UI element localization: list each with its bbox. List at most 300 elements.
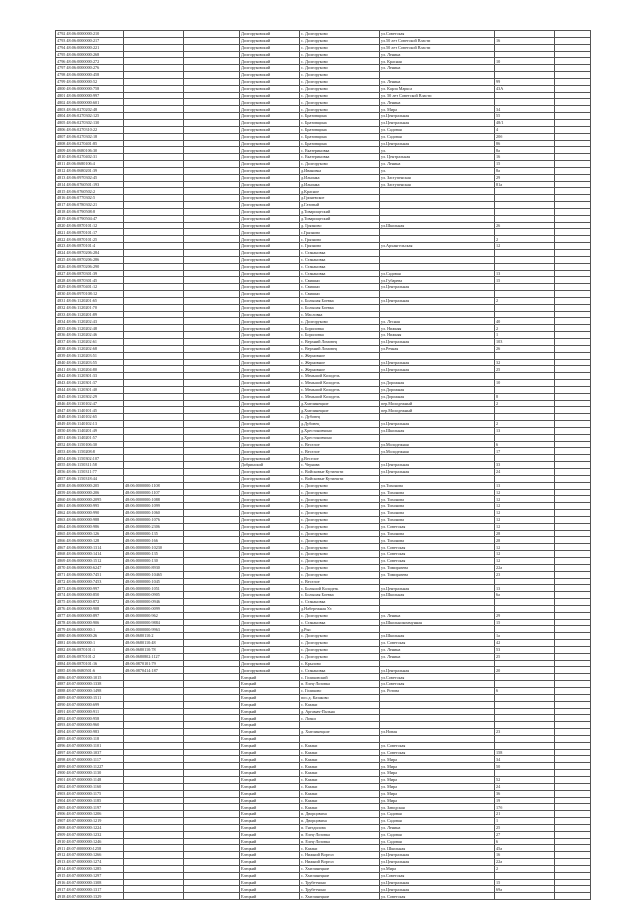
settlement-cell: с. Жерновное xyxy=(300,366,380,373)
cadastral-number: 48:06:0000000:1314 xyxy=(66,544,102,550)
row-number-cadastral-cell xyxy=(56,270,124,277)
cadastral-number-2-cell xyxy=(124,872,184,879)
cadastral-number-2-cell xyxy=(124,688,184,695)
table-row xyxy=(56,592,591,599)
row-number: 4870 xyxy=(57,565,66,571)
table-row xyxy=(56,222,591,229)
street-cell: ул.Центральная xyxy=(380,338,495,345)
empty-column-cell xyxy=(184,742,240,749)
row-number: 4865 xyxy=(57,530,66,536)
cadastral-number: 48:07:0000000:1185 xyxy=(66,797,102,803)
empty-column-cell xyxy=(184,51,240,58)
house-number-cell xyxy=(495,386,555,393)
house-number-cell xyxy=(495,681,555,688)
cadastral-number-2-cell xyxy=(124,393,184,400)
table-row xyxy=(56,783,591,790)
row-number-cadastral-cell xyxy=(56,510,124,517)
table-row xyxy=(56,441,591,448)
district-cell: Долгоруковский xyxy=(240,304,300,311)
table-row xyxy=(56,352,591,359)
row-number: 4813 xyxy=(57,174,66,180)
cadastral-number-2-cell xyxy=(124,407,184,414)
table-row xyxy=(56,215,591,222)
street-cell: ул. Советская xyxy=(380,640,495,647)
extra-cell xyxy=(555,291,591,298)
row-number-cadastral-cell xyxy=(56,154,124,161)
extra-cell xyxy=(555,797,591,804)
settlement-cell: с. Братовщина xyxy=(300,126,380,133)
extra-cell xyxy=(555,338,591,345)
empty-column-cell xyxy=(184,790,240,797)
street-cell: ул. Ленина xyxy=(380,51,495,58)
settlement-cell: с. Долгоруково xyxy=(300,92,380,99)
empty-column-cell xyxy=(184,263,240,270)
street-cell: ул. Советская xyxy=(380,749,495,756)
cadastral-number: 48:06:0000000:1 xyxy=(66,626,96,632)
row-number: 4797 xyxy=(57,65,66,71)
empty-column-cell xyxy=(184,640,240,647)
street-cell xyxy=(380,660,495,667)
row-number-cadastral-cell xyxy=(56,790,124,797)
row-number-cadastral-cell xyxy=(56,599,124,606)
street-cell: ул. 50 лет Советской Власти xyxy=(380,92,495,99)
empty-column-cell xyxy=(184,783,240,790)
district-cell: Долгоруковский xyxy=(240,113,300,120)
street-cell: ул. xyxy=(380,147,495,154)
row-number: 4801 xyxy=(57,92,66,98)
table-row xyxy=(56,37,591,44)
district-cell: Долгоруковский xyxy=(240,31,300,38)
cadastral-number: 48:06:0000000:206 xyxy=(66,489,100,495)
table-row xyxy=(56,140,591,147)
empty-column-cell xyxy=(184,879,240,886)
table-row xyxy=(56,359,591,366)
row-number: 4816 xyxy=(57,195,66,201)
cadastral-number: 48:06:0000000:52 xyxy=(66,79,98,85)
street-cell: ул. Ленина xyxy=(380,653,495,660)
cadastral-number: 48:07:0000000:1160 xyxy=(66,784,102,790)
cadastral-number: 48:07:0000000:1338 xyxy=(66,681,102,687)
row-number: 4808 xyxy=(57,140,66,146)
house-number-cell: 12 xyxy=(495,516,555,523)
settlement-cell: с. Казаки xyxy=(300,776,380,783)
empty-column-cell xyxy=(184,161,240,168)
cadastral-number: 48:07:0000000:1274 xyxy=(66,859,102,865)
settlement-cell: с. Долгоруково xyxy=(300,633,380,640)
empty-column-cell xyxy=(184,270,240,277)
cadastral-number-2-cell xyxy=(124,85,184,92)
extra-cell xyxy=(555,571,591,578)
district-cell: Долгоруковский xyxy=(240,359,300,366)
district-cell: Долгоруковский xyxy=(240,516,300,523)
extra-cell xyxy=(555,37,591,44)
district-cell: Долгоруковский xyxy=(240,557,300,564)
district-cell: Долгоруковский xyxy=(240,421,300,428)
cadastral-number-2-cell xyxy=(124,202,184,209)
row-number: 4803 xyxy=(57,106,66,112)
cadastral-number: 48:06:1120203:51 xyxy=(66,352,97,358)
cadastral-number: 48:06:1120202:43 xyxy=(66,318,97,324)
street-cell: ул. Ленина xyxy=(380,65,495,72)
cadastral-number: 48:07:0000000:958 xyxy=(66,715,100,721)
cadastral-number: 48:06:0000000:872 xyxy=(66,599,100,605)
district-cell: Долгоруковский xyxy=(240,133,300,140)
settlement-cell: д.Гатовый xyxy=(300,202,380,209)
district-cell: Долгоруковский xyxy=(240,407,300,414)
empty-column-cell xyxy=(184,304,240,311)
cadastral-number: 48:06:0780302:21 xyxy=(66,202,98,208)
empty-column-cell xyxy=(184,37,240,44)
district-cell: Долгоруковский xyxy=(240,537,300,544)
row-number-cadastral-cell xyxy=(56,653,124,660)
table-row xyxy=(56,537,591,544)
empty-column-cell xyxy=(184,530,240,537)
house-number-cell xyxy=(495,708,555,715)
house-number-cell: 12 xyxy=(495,523,555,530)
table-row xyxy=(56,202,591,209)
cadastral-number: 48:07:0000000:1219 xyxy=(66,818,102,824)
empty-column-cell xyxy=(184,599,240,606)
extra-cell xyxy=(555,222,591,229)
settlement-cell: с. Долгоруково xyxy=(300,551,380,558)
empty-column-cell xyxy=(184,332,240,339)
row-number: 4836 xyxy=(57,332,66,338)
district-cell: Долгоруковский xyxy=(240,338,300,345)
cadastral-number-2-cell: 48:06:0000000:0099 xyxy=(124,605,184,612)
settlement-cell: д.Хмелинецкие xyxy=(300,400,380,407)
settlement-cell: д. Грязново xyxy=(300,222,380,229)
house-number-cell: 16 xyxy=(495,852,555,859)
empty-column-cell xyxy=(184,297,240,304)
street-cell xyxy=(380,434,495,441)
settlement-cell: с. Верхний Ломовец xyxy=(300,338,380,345)
district-cell: Долгоруковский xyxy=(240,427,300,434)
table-row xyxy=(56,126,591,133)
row-number: 4917 xyxy=(57,886,66,892)
district-cell: Елецкий xyxy=(240,742,300,749)
cadastral-number: 48:06:1140102:13 xyxy=(66,421,97,427)
table-row xyxy=(56,366,591,373)
table-row xyxy=(56,503,591,510)
row-number-cadastral-cell xyxy=(56,359,124,366)
empty-column-cell xyxy=(184,694,240,701)
district-cell: Елецкий xyxy=(240,770,300,777)
extra-cell xyxy=(555,119,591,126)
house-number-cell xyxy=(495,715,555,722)
extra-cell xyxy=(555,133,591,140)
cadastral-number: 48:07:0000000:1317 xyxy=(66,886,102,892)
cadastral-number-2-cell xyxy=(124,831,184,838)
cadastral-number-2-cell xyxy=(124,852,184,859)
row-number: 4844 xyxy=(57,387,66,393)
row-number-cadastral-cell xyxy=(56,619,124,626)
extra-cell xyxy=(555,667,591,674)
street-cell: ул.Губарева xyxy=(380,277,495,284)
district-cell: Елецкий xyxy=(240,694,300,701)
settlement-cell: с. Меньшой Колодезь xyxy=(300,373,380,380)
row-number: 4903 xyxy=(57,790,66,796)
extra-cell xyxy=(555,297,591,304)
extra-cell xyxy=(555,167,591,174)
row-number-cadastral-cell xyxy=(56,400,124,407)
row-number-cadastral-cell xyxy=(56,147,124,154)
cadastral-number: 48:07:0000000:1498 xyxy=(66,688,102,694)
cadastral-number-2-cell: 48:06:0000000:0905 xyxy=(124,592,184,599)
cadastral-number-2-cell xyxy=(124,188,184,195)
extra-cell xyxy=(555,633,591,640)
table-row xyxy=(56,154,591,161)
empty-column-cell xyxy=(184,414,240,421)
row-number-cadastral-cell xyxy=(56,58,124,65)
cadastral-number: 48:06:0870101:17 xyxy=(66,229,98,235)
cadastral-number-2-cell xyxy=(124,106,184,113)
extra-cell xyxy=(555,161,591,168)
table-row xyxy=(56,167,591,174)
row-number-cadastral-cell xyxy=(56,113,124,120)
extra-cell xyxy=(555,824,591,831)
settlement-cell: с. Казаки xyxy=(300,804,380,811)
empty-column-cell xyxy=(184,674,240,681)
row-number: 4899 xyxy=(57,763,66,769)
street-cell: ул.Дорожная xyxy=(380,393,495,400)
district-cell: Елецкий xyxy=(240,756,300,763)
empty-column-cell xyxy=(184,852,240,859)
cadastral-number-2-cell xyxy=(124,893,184,900)
row-number: 4881 xyxy=(57,640,66,646)
settlement-cell: п. Дворцовиха xyxy=(300,818,380,825)
extra-cell xyxy=(555,749,591,756)
cadastral-number-2-cell xyxy=(124,783,184,790)
cadastral-number-2-cell xyxy=(124,763,184,770)
extra-cell xyxy=(555,154,591,161)
cadastral-number-2-cell xyxy=(124,147,184,154)
table-row xyxy=(56,585,591,592)
cadastral-number: 48:06:1120203:55 xyxy=(66,359,97,365)
row-number: 4838 xyxy=(57,346,66,352)
street-cell xyxy=(380,263,495,270)
house-number-cell: 28 xyxy=(495,537,555,544)
table-row xyxy=(56,516,591,523)
street-cell xyxy=(380,475,495,482)
row-number-cadastral-cell xyxy=(56,325,124,332)
settlement-cell: с. Долгоруково xyxy=(300,646,380,653)
cadastral-number: 48:07:0000000:1037 xyxy=(66,749,102,755)
district-cell: Елецкий xyxy=(240,865,300,872)
table-row xyxy=(56,838,591,845)
empty-column-cell xyxy=(184,824,240,831)
cadastral-number-2-cell xyxy=(124,400,184,407)
row-number-cadastral-cell xyxy=(56,872,124,879)
row-number: 4841 xyxy=(57,366,66,372)
street-cell xyxy=(380,72,495,79)
extra-cell xyxy=(555,640,591,647)
house-number-cell: 69а xyxy=(495,886,555,893)
settlement-cell xyxy=(300,735,380,742)
table-row xyxy=(56,421,591,428)
extra-cell xyxy=(555,859,591,866)
extra-cell xyxy=(555,838,591,845)
cadastral-number: 48:06:0680106:4 xyxy=(66,161,95,167)
settlement-cell: с. Большая Боевка xyxy=(300,304,380,311)
district-cell: Долгоруковский xyxy=(240,126,300,133)
table-row xyxy=(56,65,591,72)
row-number: 4916 xyxy=(57,879,66,885)
empty-column-cell xyxy=(184,619,240,626)
row-number: 4912 xyxy=(57,852,66,858)
empty-column-cell xyxy=(184,188,240,195)
cadastral-number-2-cell xyxy=(124,811,184,818)
house-number-cell: 53 xyxy=(495,646,555,653)
extra-cell xyxy=(555,469,591,476)
cadastral-number: 48:06:0000000:210 xyxy=(66,31,100,37)
cadastral-number-2-cell: 48:06:0000000:2306 xyxy=(124,523,184,530)
row-number-cadastral-cell xyxy=(56,503,124,510)
cadastral-number-2-cell xyxy=(124,845,184,852)
cadastral-number: 48:06:0680106:30 xyxy=(66,147,98,153)
house-number-cell: 29 xyxy=(495,612,555,619)
row-number-cadastral-cell xyxy=(56,811,124,818)
cadastral-number-2-cell xyxy=(124,380,184,387)
settlement-cell: с. Долгоруково xyxy=(300,51,380,58)
empty-column-cell xyxy=(184,386,240,393)
extra-cell xyxy=(555,352,591,359)
house-number-cell: 12 xyxy=(495,544,555,551)
table-row xyxy=(56,749,591,756)
empty-column-cell xyxy=(184,311,240,318)
cadastral-number-2-cell xyxy=(124,469,184,476)
house-number-cell: 55 xyxy=(495,113,555,120)
house-number-cell xyxy=(495,188,555,195)
district-cell: Долгоруковский xyxy=(240,605,300,612)
settlement-cell: с. Трубетчино xyxy=(300,886,380,893)
cadastral-number: 48:06:0000000:272 xyxy=(66,58,100,64)
row-number: 4822 xyxy=(57,236,66,242)
cadastral-number: 48:06:1120201:65 xyxy=(66,298,97,304)
district-cell: Долгоруковский xyxy=(240,332,300,339)
cadastral-number-2-cell xyxy=(124,291,184,298)
row-number: 4860 xyxy=(57,496,66,502)
table-row xyxy=(56,564,591,571)
row-number-cadastral-cell xyxy=(56,455,124,462)
row-number-cadastral-cell xyxy=(56,838,124,845)
empty-column-cell xyxy=(184,256,240,263)
table-row xyxy=(56,482,591,489)
cadastral-number: 48:06:1150208:8 xyxy=(66,448,95,454)
extra-cell xyxy=(555,783,591,790)
row-number-cadastral-cell xyxy=(56,715,124,722)
row-number: 4818 xyxy=(57,209,66,215)
extra-cell xyxy=(555,530,591,537)
empty-column-cell xyxy=(184,797,240,804)
extra-cell xyxy=(555,72,591,79)
table-row xyxy=(56,605,591,612)
empty-column-cell xyxy=(184,400,240,407)
row-number: 4795 xyxy=(57,51,66,57)
table-row xyxy=(56,475,591,482)
cadastral-number: 48:06:1150106:30 xyxy=(66,441,97,447)
settlement-cell: с. Казаки xyxy=(300,756,380,763)
house-number-cell: 42 xyxy=(495,640,555,647)
extra-cell xyxy=(555,455,591,462)
table-row xyxy=(56,291,591,298)
cadastral-number: 48:07:0000000:1148 xyxy=(66,777,102,783)
district-cell: Долгоруковский xyxy=(240,297,300,304)
row-number-cadastral-cell xyxy=(56,318,124,325)
cadastral-number-2-cell xyxy=(124,701,184,708)
row-number-cadastral-cell xyxy=(56,681,124,688)
table-row xyxy=(56,133,591,140)
cadastral-number: 48:06:0680201:39 xyxy=(66,168,98,174)
row-number-cadastral-cell xyxy=(56,544,124,551)
row-number-cadastral-cell xyxy=(56,229,124,236)
district-cell: Долгоруковский xyxy=(240,44,300,51)
cadastral-number: 48:06:1130102:47 xyxy=(66,400,97,406)
district-cell: Долгоруковский xyxy=(240,311,300,318)
settlement-cell: с. Казаки xyxy=(300,763,380,770)
row-number-cadastral-cell xyxy=(56,708,124,715)
house-number-cell xyxy=(495,195,555,202)
cadastral-number-2-cell xyxy=(124,879,184,886)
cadastral-number-2-cell xyxy=(124,222,184,229)
cadastral-number-2-cell xyxy=(124,462,184,469)
empty-column-cell xyxy=(184,557,240,564)
street-cell: ул. Советская xyxy=(380,544,495,551)
settlement-cell: с. Веселое xyxy=(300,441,380,448)
settlement-cell: с. Долгоруково xyxy=(300,99,380,106)
table-row xyxy=(56,448,591,455)
district-cell: Долгоруковский xyxy=(240,236,300,243)
empty-column-cell xyxy=(184,496,240,503)
cadastral-number-2-cell xyxy=(124,92,184,99)
street-cell xyxy=(380,352,495,359)
row-number: 4898 xyxy=(57,756,66,762)
row-number: 4893 xyxy=(57,722,66,728)
district-cell: Елецкий xyxy=(240,735,300,742)
settlement-cell: с. Долгоруково xyxy=(300,78,380,85)
district-cell: Долгоруковский xyxy=(240,592,300,599)
table-row xyxy=(56,852,591,859)
table-row xyxy=(56,338,591,345)
row-number-cadastral-cell xyxy=(56,85,124,92)
cadastral-number-2-cell xyxy=(124,304,184,311)
empty-column-cell xyxy=(184,427,240,434)
row-number-cadastral-cell xyxy=(56,646,124,653)
house-number-cell: 13 xyxy=(495,270,555,277)
settlement-cell: с. Меньшой Колодезь xyxy=(300,380,380,387)
table-row xyxy=(56,72,591,79)
extra-cell xyxy=(555,311,591,318)
cadastral-number-2-cell xyxy=(124,749,184,756)
row-number-cadastral-cell xyxy=(56,448,124,455)
settlement-cell: с. Долгоруково xyxy=(300,489,380,496)
street-cell: ул. Тихонова xyxy=(380,503,495,510)
cadastral-number-2-cell xyxy=(124,373,184,380)
extra-cell xyxy=(555,236,591,243)
row-number-cadastral-cell xyxy=(56,99,124,106)
row-number: 4904 xyxy=(57,797,66,803)
settlement-cell: с. Веселое xyxy=(300,448,380,455)
extra-cell xyxy=(555,448,591,455)
empty-column-cell xyxy=(184,653,240,660)
cadastral-number-2-cell xyxy=(124,797,184,804)
district-cell: Долгоруковский xyxy=(240,147,300,154)
street-cell: ул.Дорожная xyxy=(380,386,495,393)
settlement-cell: д.Ильинка xyxy=(300,181,380,188)
settlement-cell: с. Бориловка xyxy=(300,332,380,339)
cadastral-number-2-cell xyxy=(124,742,184,749)
street-cell: ул.Школьная xyxy=(380,222,495,229)
table-row xyxy=(56,872,591,879)
